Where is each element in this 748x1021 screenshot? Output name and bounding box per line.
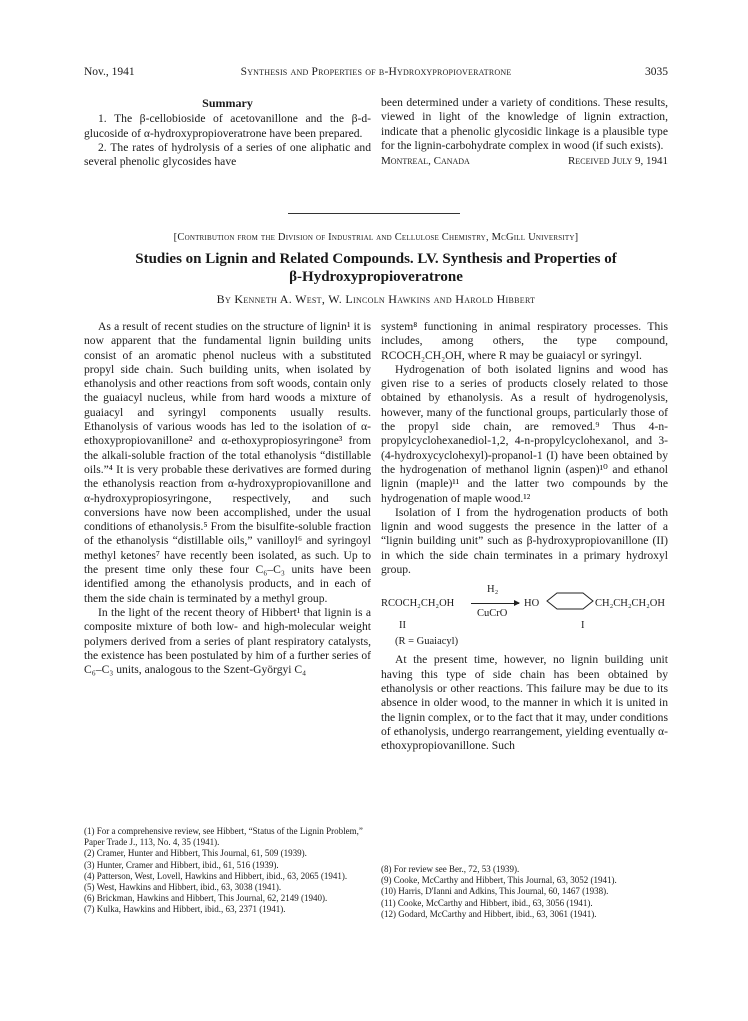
reaction-equation <box>381 583 668 649</box>
footnote: (1) For a comprehensive review, see Hibbert, “Status of the Lignin Problem,” Paper Trade J., 113, No. 4, 35 (1941). <box>84 826 363 848</box>
equation-label-i: I <box>581 620 585 632</box>
body-paragraph: Isolation of I from the hydrogenation products of both lignin and wood suggests the presence in the latter of a “lignin building unit” such as β-hydroxypropiovanillone (II) in which the side chain terminates in a primary hydroxyl group. <box>381 505 668 577</box>
equation-reagent-top: H₂ <box>487 584 499 596</box>
footnote: (3) Hunter, Cramer and Hibbert, ibid., 61, 516 (1939). <box>84 859 279 870</box>
article-title-line-2: β-Hydroxypropioveratrone <box>289 269 463 285</box>
reaction-arrow-icon <box>471 603 519 604</box>
summary-heading: Summary <box>202 96 253 110</box>
article-title-line-1: Studies on Lignin and Related Compounds. LV. Synthesis and Properties of <box>135 251 617 267</box>
footnote: (9) Cooke, McCarthy and Hibbert, This Journal, 63, 3052 (1941). <box>381 875 617 886</box>
equation-product-ho: HO <box>524 598 540 610</box>
equation-product-chain: CH₂CH₂CH₂OH <box>595 598 665 610</box>
footnote: (10) Harris, D'Ianni and Adkins, This Journal, 60, 1467 (1938). <box>381 886 609 897</box>
summary-column-left <box>84 96 371 169</box>
body-paragraph: system⁸ functioning in animal respiratory processes. This includes, among others, the type compound, RCOCH₂CH₂OH, where R may be guaiacyl or syringyl. <box>381 320 668 362</box>
footnote: (5) West, Hawkins and Hibbert, ibid., 63, 3038 (1941). <box>84 882 282 893</box>
body-column-left <box>84 320 371 677</box>
body-paragraph: At the present time, however, no lignin building unit having this type of side chain has been obtained by ethanolysis or other reactions. This failure may be due to its absence in older wood, to the manner in which it is united in the lignin complex, or to the fact that it may, under conditions of ethanolysis, undergo rearrangement, yielding eventually α-ethoxypropiovanillone. Such <box>381 653 668 753</box>
equation-label-ii: II <box>399 620 406 632</box>
place-label: Montreal, Canada <box>381 155 470 168</box>
footnote: (2) Cramer, Hunter and Hibbert, This Journal, 61, 509 (1939). <box>84 848 307 859</box>
article-title <box>84 250 668 286</box>
body-paragraph: As a result of recent studies on the structure of lignin¹ it is now apparent that the fundamental lignin building units consist of an aromatic phenol nucleus with a substituted propyl side chain. Such building units, when isolated by ethanolysis and other reactions from soft woods, contain only the guaiacyl nucleus, while from hard woods a mixture of guaiacyl and syringyl components usually results. Ethanolysis of various woods has led to the isolation of α-ethoxypropiovanillone² and α-ethoxypropiosyringone³ from the alkali-soluble fraction of the total ethanolysis “distillable oils.”⁴ It is very probable these derivatives are formed during the ethanolysis reaction from α-hydroxypropiovanillone and α-hydroxypropiosyringone, respectively, and such conversions have now been accomplished, under the usual conditions of ethanolysis.⁵ From the bisulfite-soluble fraction of the ethanolysis “distillable oils,” vanilloyl⁶ and syringoyl methyl ketones⁷ have recently been isolated, as such. Up to the present time only these four C₆–C₃ units have been identified among the ethanolysis products, and in each of them the side chain is terminated by a methyl group. <box>84 320 371 605</box>
footnotes-right <box>381 864 668 920</box>
footnote: (8) For review see Ber., 72, 53 (1939). <box>381 864 520 874</box>
footnote: (4) Patterson, West, Lovell, Hawkins and Hibbert, ibid., 63, 2065 (1941). <box>84 870 348 881</box>
cyclohexane-ring-icon <box>545 592 595 610</box>
contribution-line: [Contribution from the Division of Industrial and Cellulose Chemistry, McGill University] <box>173 232 579 243</box>
section-divider <box>288 213 460 214</box>
equation-reagent-bottom: CuCrO <box>477 608 508 620</box>
page-number: 3035 <box>645 66 668 78</box>
summary-column-right <box>381 96 668 168</box>
summary-continued: been determined under a variety of conditions. These results, viewed in light of the knowledge of lignin extraction, indicate that a phenolic glycosidic linkage is a plausible type for the lignin-carbohydrate complex in wood (if such exists). <box>381 96 668 152</box>
footnotes-left <box>84 826 371 916</box>
footnote: (6) Brickman, Hawkins and Hibbert, This Journal, 62, 2149 (1940). <box>84 893 328 904</box>
equation-note: (R = Guaiacyl) <box>395 636 459 648</box>
header-title: Synthesis and Properties of β-Hydroxypropioveratrone <box>240 66 512 78</box>
equation-reactant: RCOCH₂CH₂OH <box>381 598 455 610</box>
footnote: (12) Godard, McCarthy and Hibbert, ibid., 63, 3061 (1941). <box>381 908 597 919</box>
running-header <box>84 66 668 82</box>
footnote: (11) Cooke, McCarthy and Hibbert, ibid., 63, 3056 (1941). <box>381 897 593 908</box>
body-column-right <box>381 320 668 753</box>
footnote: (7) Kulka, Hawkins and Hibbert, ibid., 63, 2371 (1941). <box>84 904 286 915</box>
body-paragraph: In the light of the recent theory of Hibbert¹ that lignin is a composite mixture of both low- and high-molecular weight polymers derived from a series of plant respiratory catalysts, the existence has been postulated by him of a further series of C₆–C₃ units, analogous to the Szent-Györgyi C₄ <box>84 605 371 677</box>
article-authors: By Kenneth A. West, W. Lincoln Hawkins and Harold Hibbert <box>216 292 536 306</box>
summary-item-1: 1. The β-cellobioside of acetovanillone and the β-d-glucoside of α-hydroxypropioveratrone have been prepared. <box>84 112 371 140</box>
body-paragraph: Hydrogenation of both isolated lignins and wood has given rise to a series of products closely related to those obtained by ethanolysis. As a result of hydrogenolysis, however, many of the functional groups, particularly those of the propyl side chain, are removed.⁹ Thus 4-n-propylcyclohexanediol-1,2, 4-n-propylcyclohexanol, and 3-(4-hydroxycyclohexyl)-propanol-1 (I) have been obtained by the hydrogenation of methanol lignin (aspen)¹⁰ and ethanol lignin (maple)¹¹ and the latter two compounds by the hydrogenation of maple wood.¹² <box>381 362 668 505</box>
signature-line <box>381 154 668 168</box>
summary-item-2: 2. The rates of hydrolysis of a series of one aliphatic and several phenolic glycosides have <box>84 140 371 169</box>
received-date: Received July 9, 1941 <box>568 155 668 168</box>
header-date: Nov., 1941 <box>84 66 135 78</box>
